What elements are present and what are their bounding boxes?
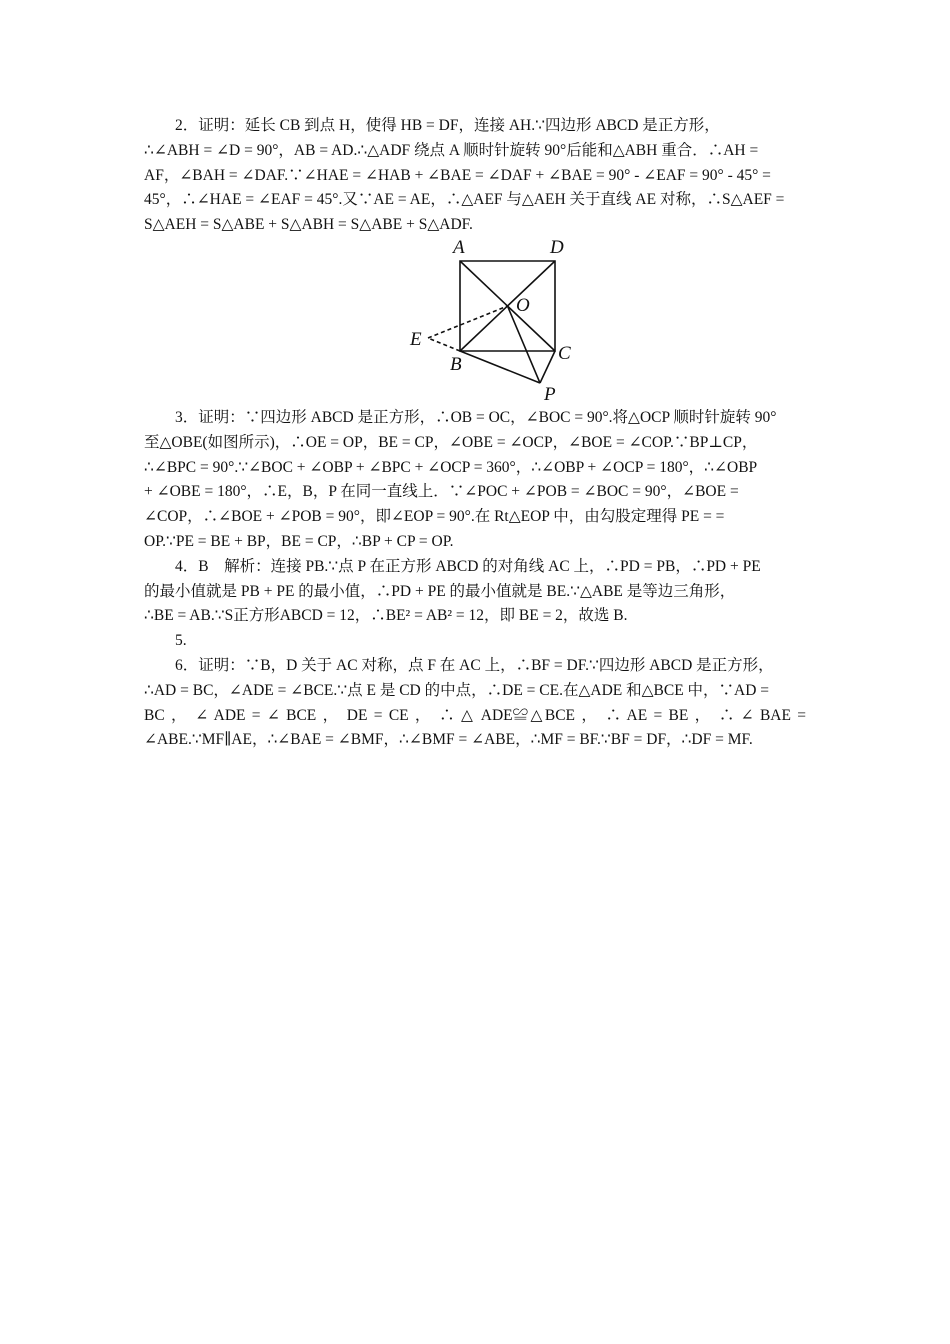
paragraph-line: ∠COP，∴∠BOE + ∠POB = 90°，即∠EOP = 90°.在 Rt△EOP 中，由勾股定理得 PE = = (144, 508, 725, 526)
problem-3 (144, 406, 806, 555)
paragraph-line: S△AEH = S△ABE + S△ABH = S△ABE + S△ADF. (144, 216, 473, 234)
problem-4 (144, 555, 806, 629)
paragraph-line: OP.∵PE = BE + BP，BE = CP，∴BP + CP = OP. (144, 532, 454, 550)
label-a: A (453, 237, 465, 258)
paragraph-line: 4．B 解析：连接 PB.∵点 P 在正方形 ABCD 的对角线 AC 上，∴PD = PB，∴PD + PE (175, 557, 761, 575)
paragraph-line: 5. (175, 632, 187, 650)
paragraph-line: 3．证明：∵四边形 ABCD 是正方形，∴OB = OC，∠BOC = 90°.将△OCP 顺时针旋转 90° (175, 408, 777, 426)
segment-eo (428, 306, 508, 338)
answer-page (144, 114, 806, 753)
paragraph-line: 6．证明：∵B，D 关于 AC 对称，点 F 在 AC 上，∴BF = DF.∵四边形 ABCD 是正方形， (175, 656, 774, 674)
paragraph-line: 2．证明：延长 CB 到点 H，使得 HB = DF，连接 AH.∵四边形 ABCD 是正方形， (175, 117, 720, 134)
label-o: O (516, 294, 530, 316)
paragraph-line: 至△OBE(如图所示)，∴OE = OP，BE = CP，∠OBE = ∠OCP，∠BOE = ∠COP.∵BP⊥CP， (144, 433, 758, 451)
paragraph-line: ∴∠ABH = ∠D = 90°，AB = AD.∴△ADF 绕点 A 顺时针旋转 90°后能和△ABH 重合．∴AH = (144, 141, 759, 159)
problem-6 (144, 654, 806, 753)
segment-be (428, 338, 460, 351)
label-d: D (550, 237, 564, 258)
label-e: E (410, 328, 422, 350)
paragraph-line: ∴∠BPC = 90°.∵∠BOC + ∠OBP + ∠BPC + ∠OCP = 360°，∴∠OBP + ∠OCP = 180°，∴∠OBP (144, 458, 758, 476)
paragraph-line: 的最小值就是 PB + PE 的最小值，∴PD + PE 的最小值就是 BE.∵△ABE 是等边三角形， (144, 582, 736, 600)
label-b: B (450, 353, 462, 375)
paragraph-line: ∴AD = BC，∠ADE = ∠BCE.∵点 E 是 CD 的中点，∴DE = CE.在△ADE 和△BCE 中，∵AD = (144, 681, 770, 699)
paragraph-line: AF，∠BAH = ∠DAF.∵∠HAE = ∠HAB + ∠BAE = ∠DAF + ∠BAE = 90° - ∠EAF = 90° - 45° = (144, 166, 771, 184)
problem-2 (144, 114, 806, 238)
square-diagram (144, 238, 806, 406)
label-c: C (558, 342, 571, 364)
paragraph-line: 45°，∴∠HAE = ∠EAF = 45°.又∵AE = AE，∴△AEF 与△AEH 关于直线 AE 对称，∴S△AEF = (144, 191, 785, 209)
paragraph-line: ∴BE = AB.∵S正方形ABCD = 12，∴BE² = AB² = 12，即 BE = 2，故选 B. (144, 607, 628, 625)
geometry-figure (144, 238, 806, 406)
paragraph-line: + ∠OBE = 180°，∴E，B，P 在同一直线上．∵∠POC + ∠POB = ∠BOC = 90°，∠BOE = (144, 483, 739, 501)
problem-5 (144, 629, 806, 654)
paragraph-line: BC ， ∠ ADE = ∠ BCE ， DE = CE ， ∴ △ ADE≌△BCE ， ∴ AE = BE ， ∴ ∠ BAE = (144, 706, 806, 724)
paragraph-line: ∠ABE.∵MF∥AE，∴∠BAE = ∠BMF，∴∠BMF = ∠ABE，∴MF = BF.∵BF = DF，∴DF = MF. (144, 731, 753, 749)
label-p: P (544, 383, 556, 405)
segment-cp (540, 351, 555, 383)
